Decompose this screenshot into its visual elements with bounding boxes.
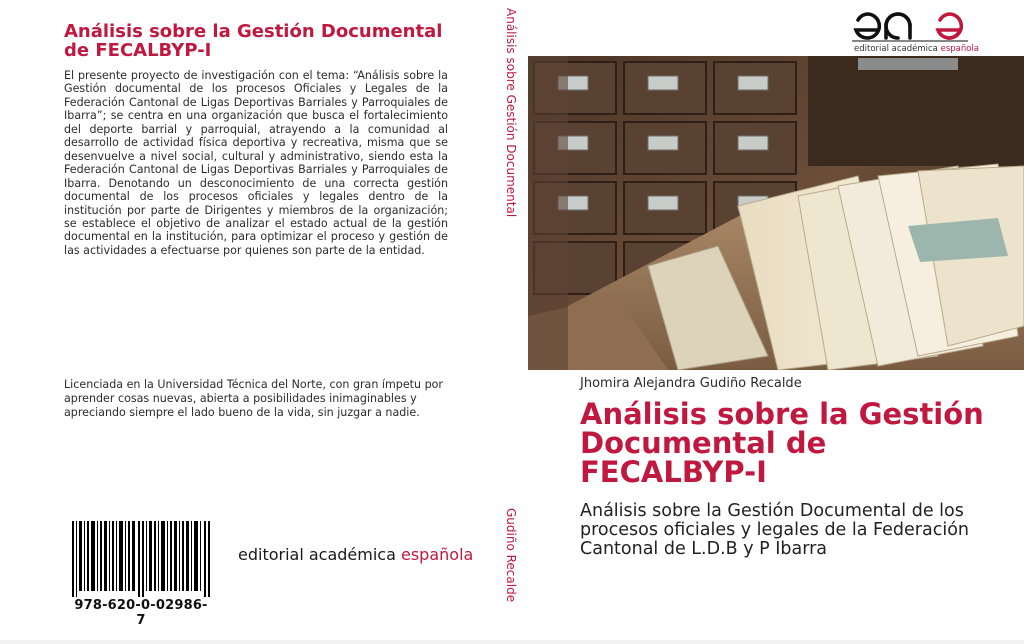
author-bio: Licenciada en la Universidad Técnica del Norte, con gran ímpetu por aprender cosas nuevas, abierta a posibilidades inimaginables y apreciando siempre el lado bueno de la vida, sin juzgar a nadie.	[64, 378, 443, 419]
front-cover-subtitle: Análisis sobre la Gestión Documental de los procesos oficiales y legales de la Federación Cantonal de L.D.B y P Ibarra	[580, 501, 969, 559]
filing-drawer-photo	[528, 56, 1024, 370]
spine-title: Análisis sobre Gestión Documental	[504, 8, 518, 218]
back-cover-title: Análisis sobre la Gestión Documental de FECALBYP-I	[64, 21, 443, 61]
front-cover-author: Jhomira Alejandra Gudiño Recalde	[580, 376, 802, 391]
logo-text	[854, 44, 979, 54]
isbn-number: 978-620-0-02986-7	[74, 598, 208, 628]
logo-text-accent: española	[940, 44, 980, 54]
barcode-icon	[70, 521, 212, 597]
logo-text-main: editorial académica	[854, 44, 941, 54]
spine-author: Gudiño Recalde	[504, 508, 518, 603]
publisher-name-accent: española	[401, 545, 474, 564]
front-cover-title: Análisis sobre la Gestión Documental de FECALBYP-I	[580, 397, 984, 489]
publisher-name-main: editorial académica	[238, 545, 401, 564]
bottom-edge	[0, 640, 1024, 644]
back-cover-blurb: El presente proyecto de investigación con el tema: “Análisis sobre la Gestión documental de los procesos Oficiales y Legales de la Federación Cantonal de Ligas Deportivas Barriales y Parroquiales de Ibarra”; se centra en una organización que busca el fortalecimiento del deporte barrial y parroquial, atrayendo a la comunidad al desarrollo de actividad física deportiva y recreativa, misma que se desenvuelve a nivel social, cultural y administrativo, siendo esta la Federación Cantonal de Ligas Deportivas Barriales y Parroquiales de Ibarra. Denotando un desconocimiento de una correcta gestión documental de los procesos oficiales y legales dentro de la institución por parte de Dirigentes y miembros de la organización; se establece el objetivo de analizar el estado actual de la gestión documental en la institución, para optimizar el proceso y gestión de las actividades a efectuarse por quienes son parte de la entidad.	[64, 69, 448, 257]
back-publisher-name	[238, 545, 473, 564]
